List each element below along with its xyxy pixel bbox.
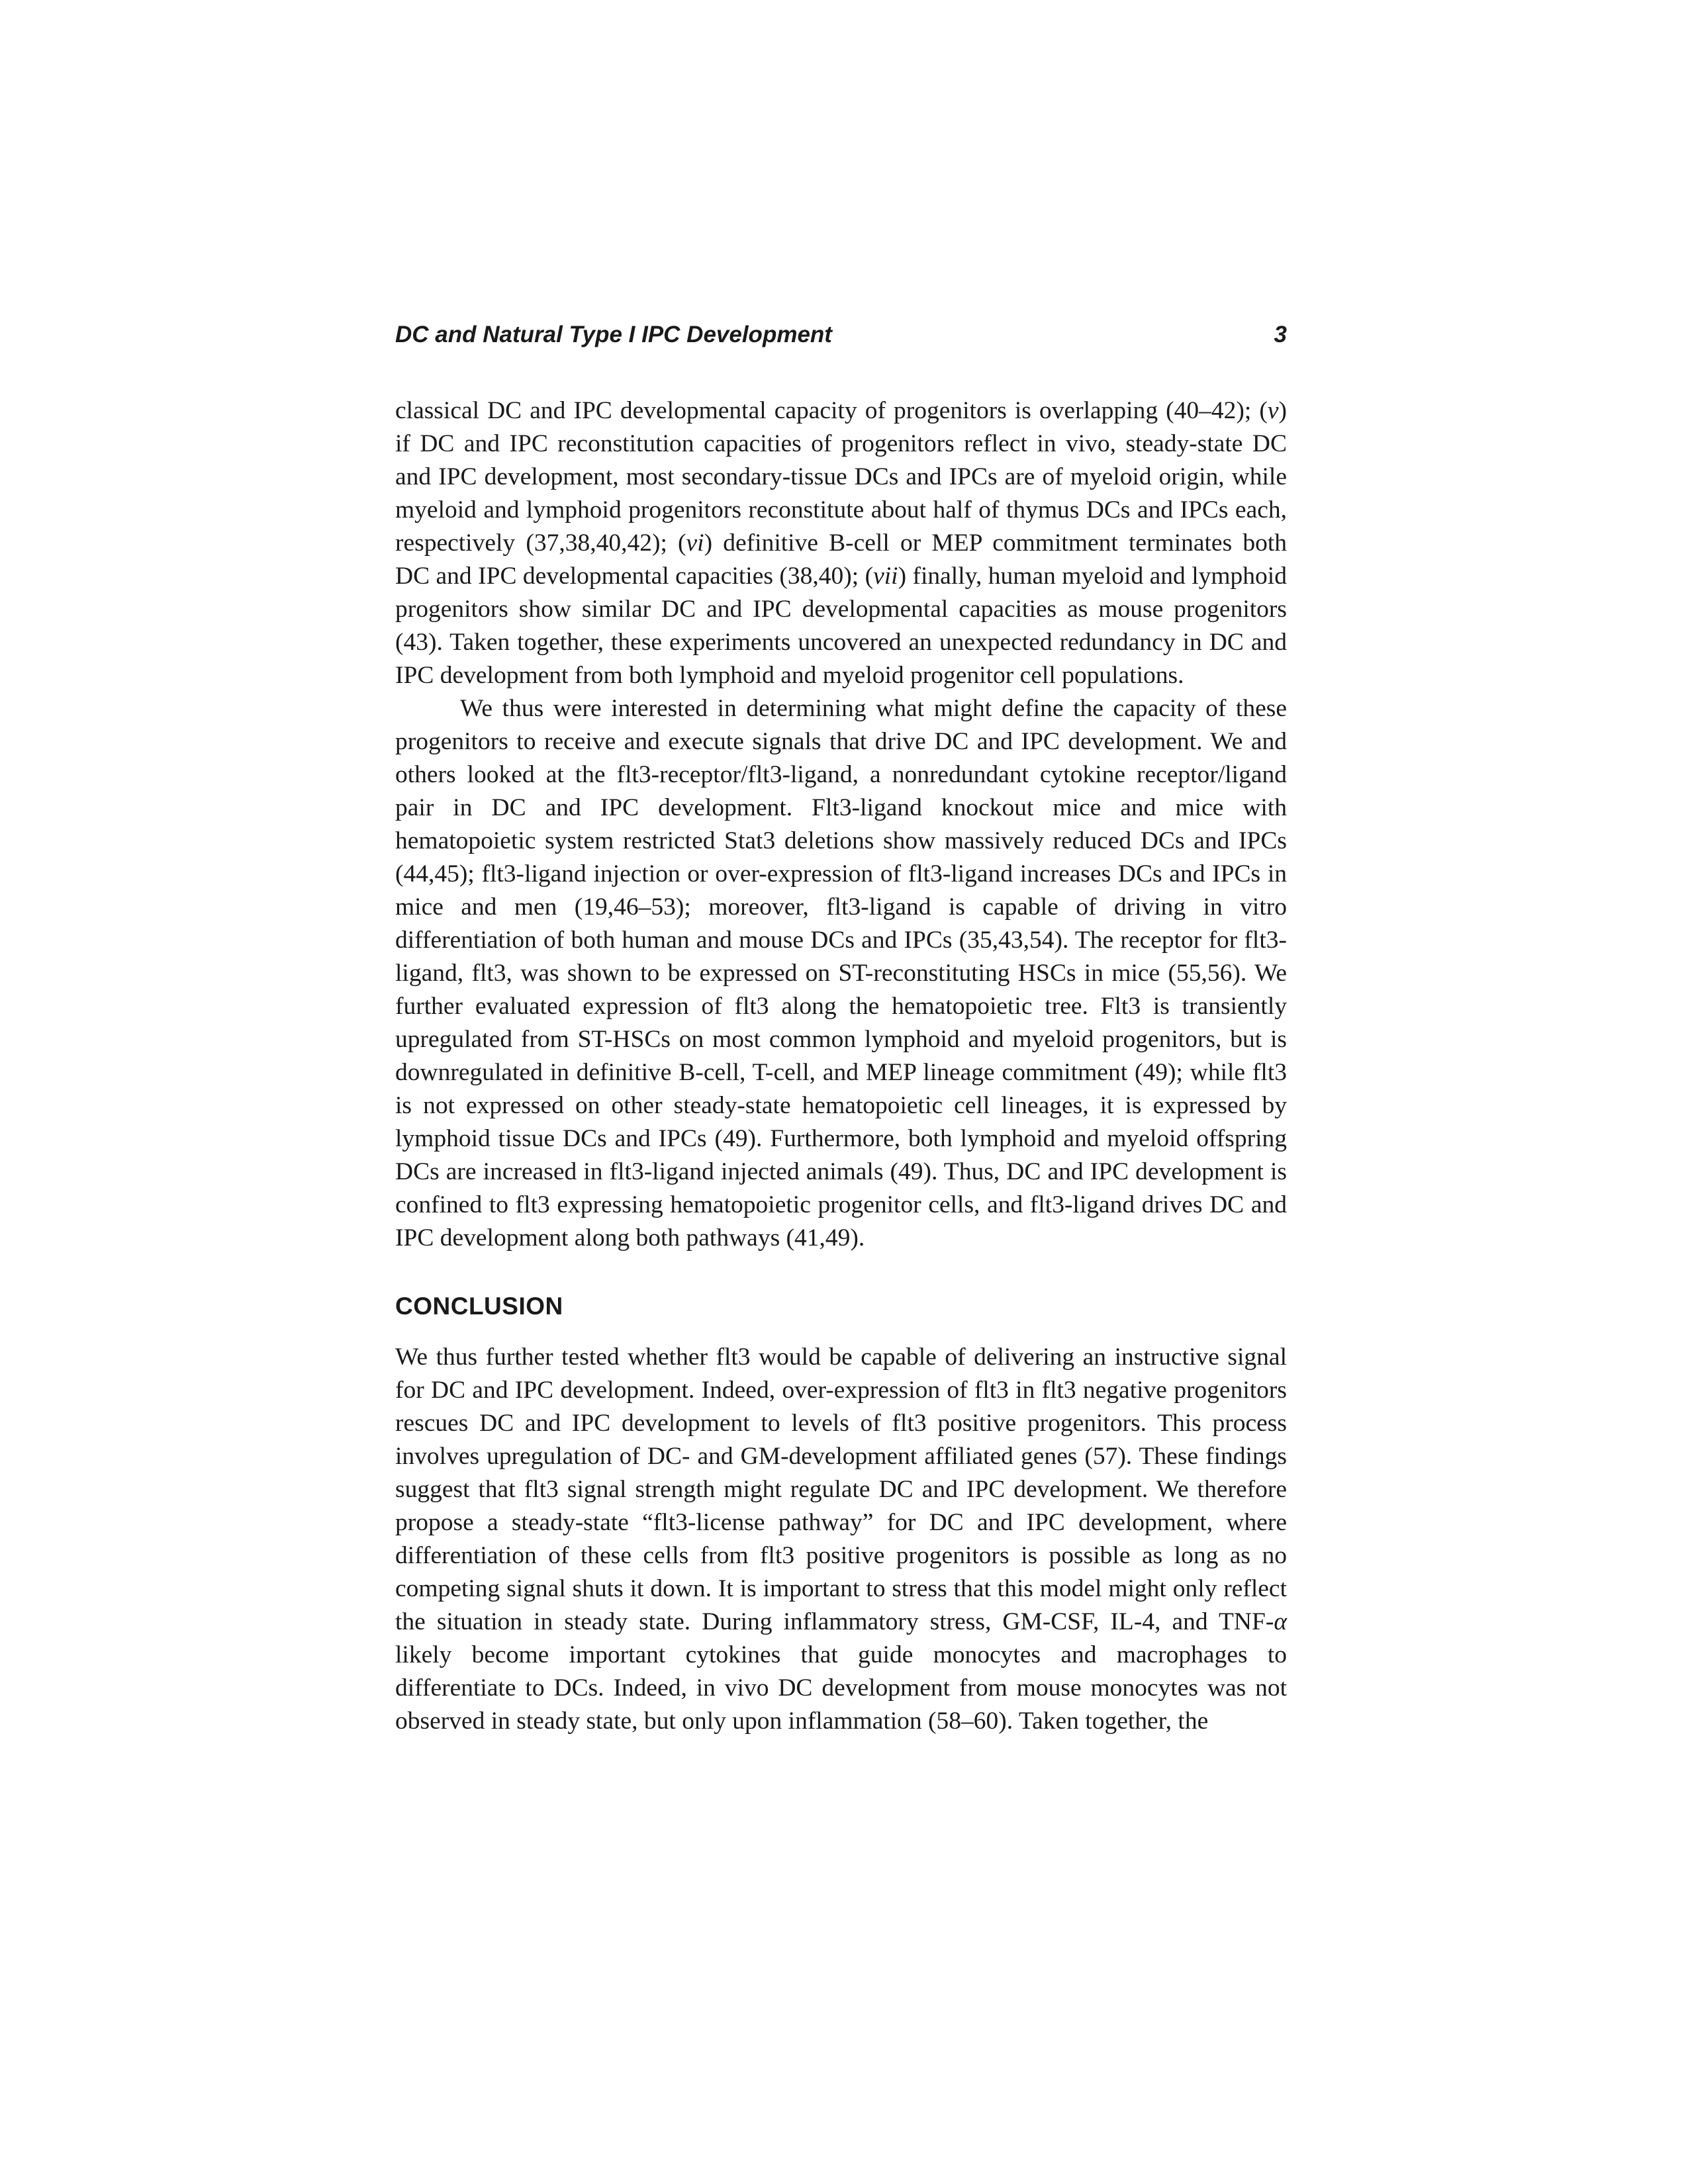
text-run: We thus further tested whether flt3 would be capable of delivering an instructive signal for DC and IPC development. Indeed, over-expression of flt3 in flt3 negative progenitors rescues DC and IPC development to levels of flt3 positive progenitors. This process involves upregulation of DC- and GM-development affiliated genes (57). These findings suggest that flt3 signal strength might regulate DC and IPC development. We therefore propose a steady-state “flt3-license pathway” for DC and IPC development, where differentiation of these cells from flt3 positive progenitors is possible as long as no competing signal shuts it down. It is important to stress that this model might only reflect the situation in steady state. During inflammatory stress, GM-CSF, IL-4, and TNF- (395, 1343, 1287, 1635)
italic-run: vi (686, 529, 704, 557)
running-header (395, 322, 1287, 361)
running-title: DC and Natural Type I IPC Development (395, 322, 832, 347)
italic-run: α (1274, 1608, 1287, 1635)
paragraph-continued (395, 394, 1287, 692)
text-run: classical DC and IPC developmental capacity of progenitors is overlapping (40–42); ( (395, 397, 1268, 424)
section-heading-conclusion: CONCLUSION (395, 1293, 563, 1320)
text-run: We thus were interested in determining what might define the capacity of these progenitors to receive and execute signals that drive DC and IPC development. We and others looked at the flt3-receptor/flt3-ligand, a nonredundant cytokine receptor/ligand pair in DC and IPC development. Flt3-ligand knockout mice and mice with hematopoietic system restricted Stat3 deletions show massively reduced DCs and IPCs (44,45); flt3-ligand injection or over-expression of flt3-ligand increases DCs and IPCs in mice and men (19,46–53); moreover, flt3-ligand is capable of driving in vitro differentiation of both human and mouse DCs and IPCs (35,43,54). The receptor for flt3-ligand, flt3, was shown to be expressed on ST-reconstituting HSCs in mice (55,56). We further evaluated expression of flt3 along the hematopoietic tree. Flt3 is transiently upregulated from ST-HSCs on most common lymphoid and myeloid progenitors, but is downregulated in definitive B-cell, T-cell, and MEP lineage commitment (49); while flt3 is not expressed on other steady-state hematopoietic cell lineages, it is expressed by lymphoid tissue DCs and IPCs (49). Furthermore, both lymphoid and myeloid offspring DCs are increased in flt3-ligand injected animals (49). Thus, DC and IPC development is confined to flt3 expressing hematopoietic progenitor cells, and flt3-ligand drives DC and IPC development along both pathways (41,49). (395, 695, 1287, 1251)
text-run: ) if DC and IPC reconstitution capacities of progenitors reflect in vivo, steady-state DC and IPC development, most secondary-tissue DCs and IPCs are of myeloid origin, while myeloid and lymphoid progenitors reconstitute about half of thymus DCs and IPCs each, respectively (37,38,40,42); ( (395, 397, 1287, 557)
text-run: likely become important cytokines that guide monocytes and macrophages to differentiate to DCs. Indeed, in vivo DC development from mouse monocytes was not observed in steady state, but only upon inflammation (58–60). Taken together, the (395, 1641, 1287, 1735)
body-text (395, 394, 1287, 1738)
book-page (395, 322, 1287, 1738)
paragraph-flt3 (395, 692, 1287, 1255)
italic-run: v (1267, 397, 1279, 424)
paragraph-conclusion (395, 1341, 1287, 1738)
italic-run: vii (873, 563, 898, 590)
text-run: ) finally, human myeloid and lymphoid progenitors show similar DC and IPC developmental capacities as mouse progenitors (43). Taken together, these experiments uncovered an unexpected redundancy in DC and IPC development from both lymphoid and myeloid progenitor cell populations. (395, 563, 1287, 689)
text-run: ) definitive B-cell or MEP commitment terminates both DC and IPC developmental capacities (38,40); ( (395, 529, 1287, 590)
page-number: 3 (1274, 322, 1287, 347)
